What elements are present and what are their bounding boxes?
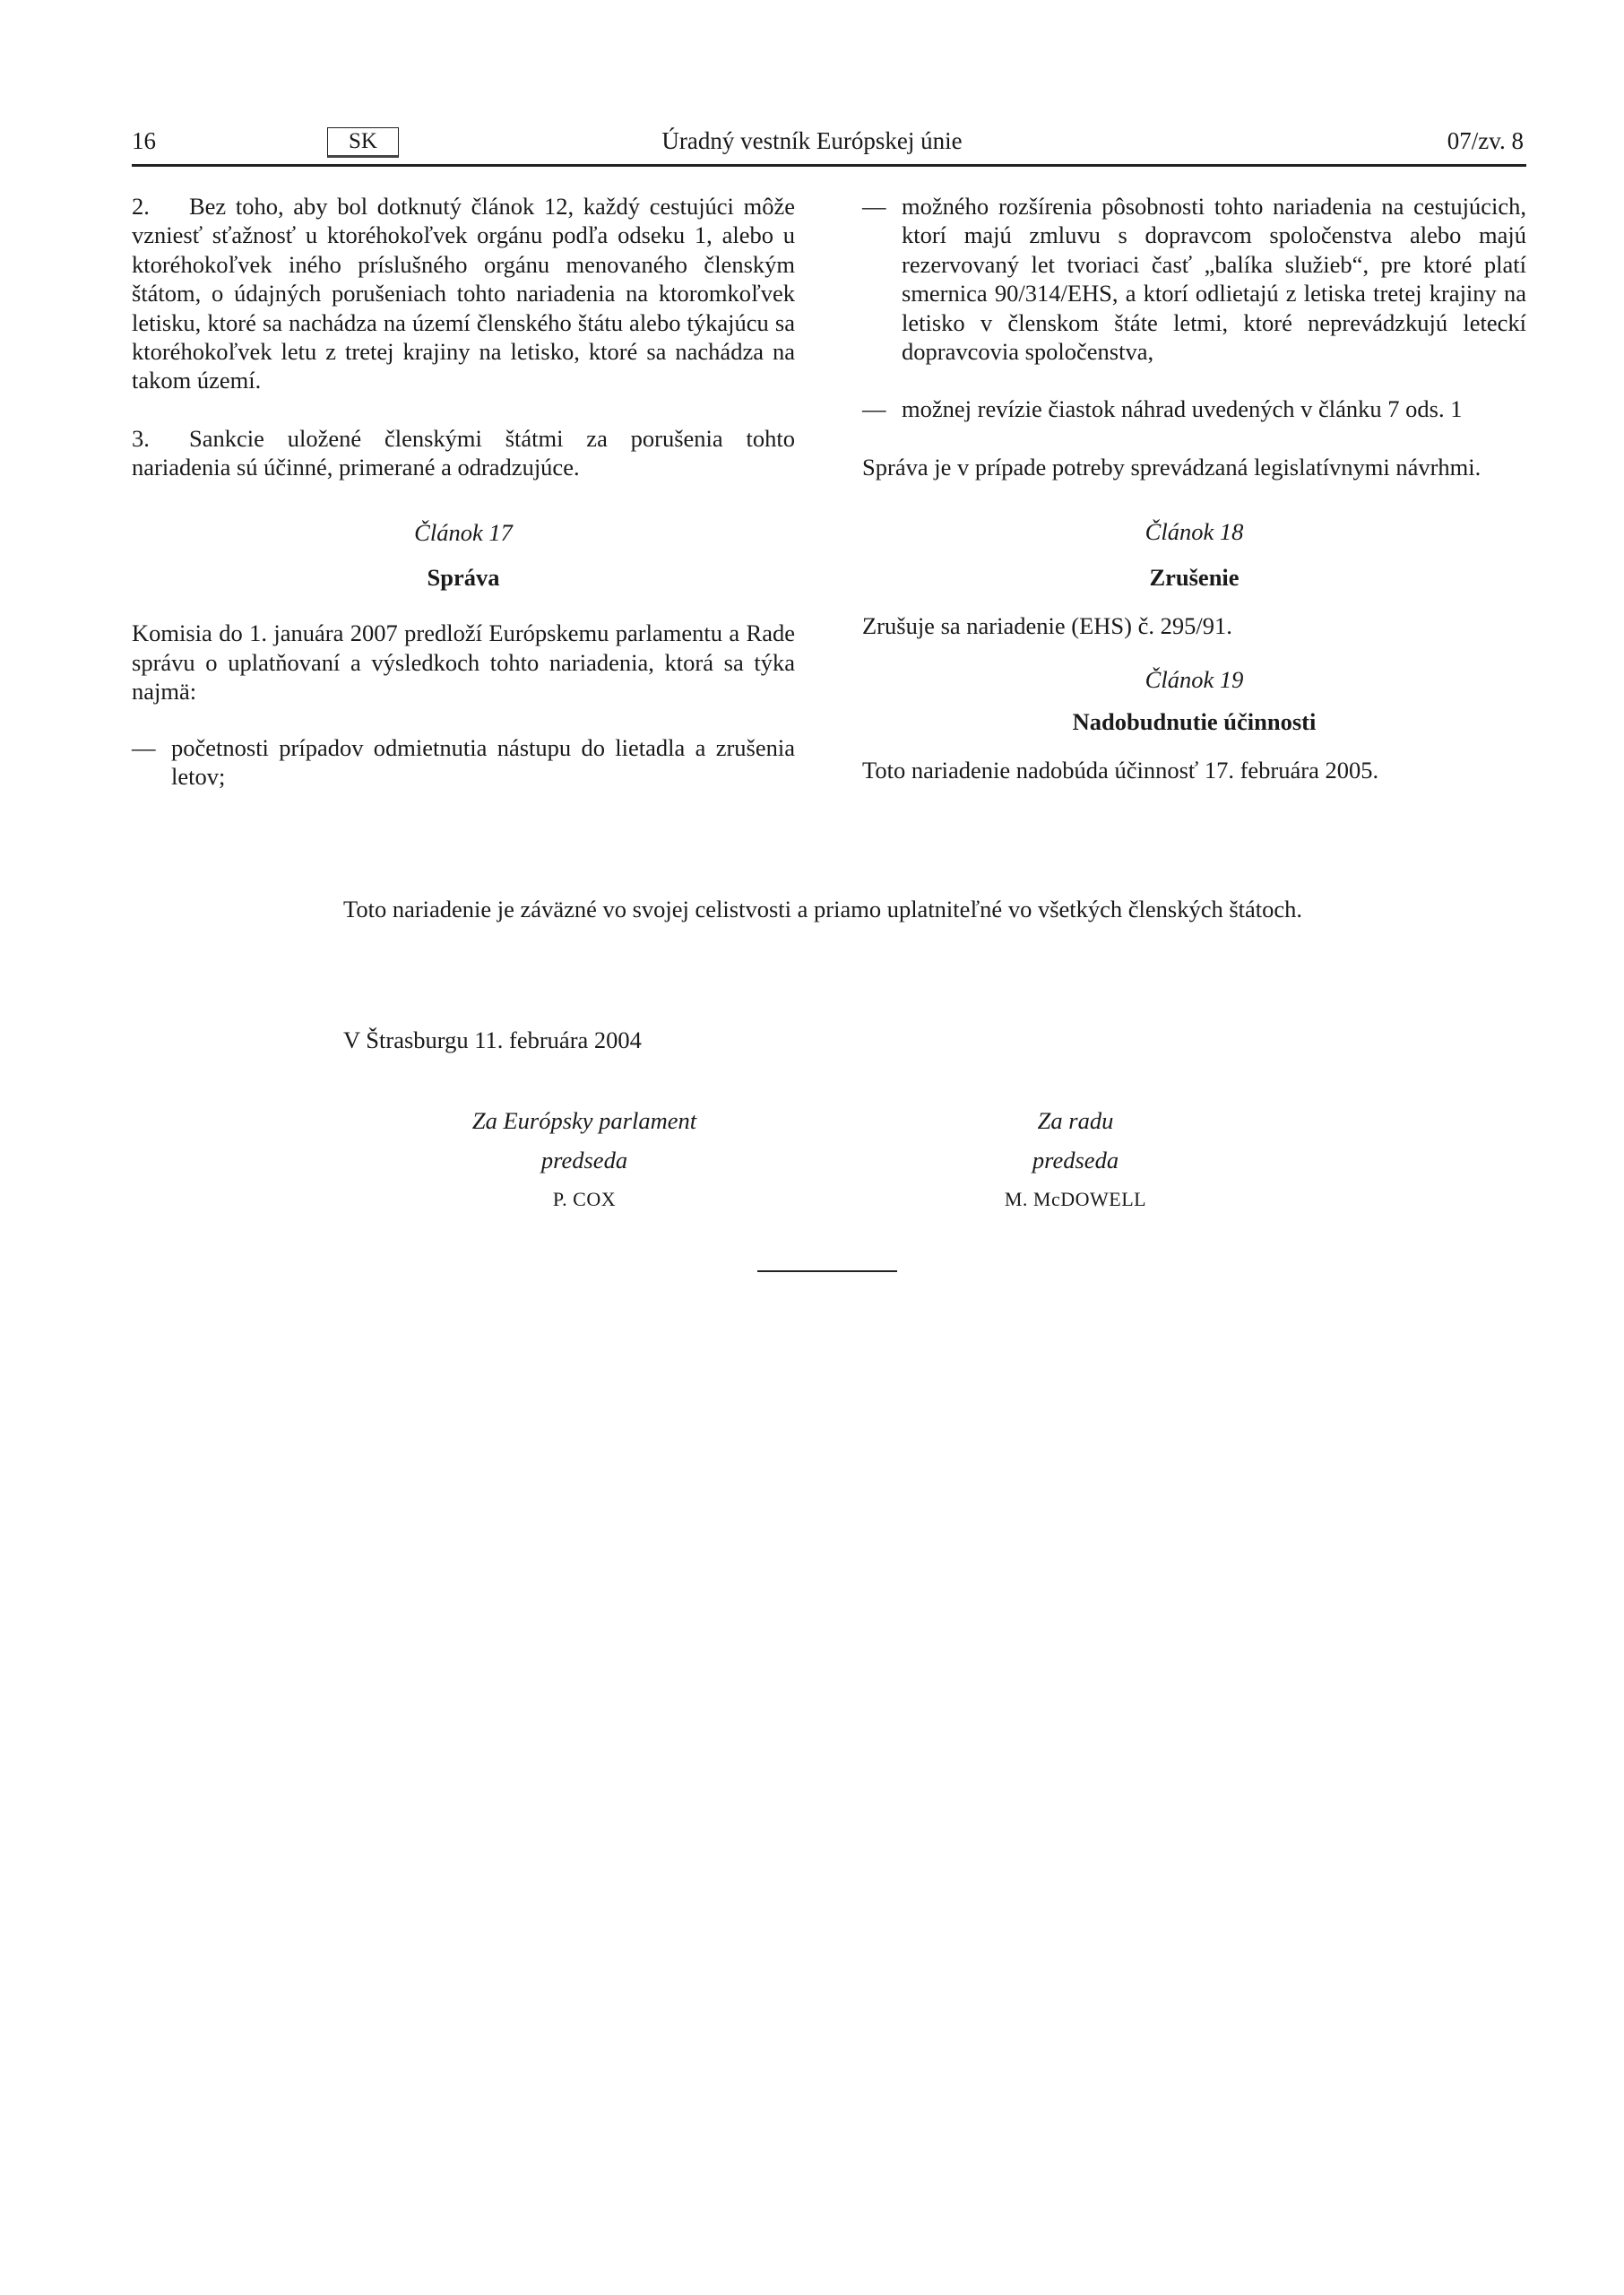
issue-number: 07/zv. 8 (1447, 127, 1524, 154)
list-item (132, 733, 795, 792)
dash-bullet: — (862, 395, 886, 423)
signature-block-council (896, 1101, 1255, 1219)
left-column (132, 192, 795, 792)
article-17-closing: Správa je v prípade potreby sprevádzaná legislatívnymi návrhmi. (862, 453, 1481, 481)
binding-statement: Toto nariadenie je záväzné vo svojej celistvosti a priamo uplatniteľné vo všetkých členských štátoch. (343, 896, 1303, 922)
signature-institution: Za Európsky parlament (471, 1107, 697, 1134)
end-divider (757, 1270, 897, 1272)
signature-role: predseda (1032, 1147, 1119, 1173)
list-item (862, 394, 1526, 423)
signature-role: predseda (540, 1147, 628, 1173)
paragraph-2 (132, 192, 795, 395)
header-divider (132, 164, 1526, 167)
paragraph-text: Sankcie uložené členskými štátmi za porušenia tohto nariadenia sú účinné, primerané a odradzujúce. (132, 424, 795, 481)
list-item-text: možnej revízie čiastok náhrad uvedených v článku 7 ods. 1 (902, 395, 1463, 423)
place-and-date: V Štrasburgu 11. februára 2004 (343, 1026, 642, 1053)
article-17-intro: Komisia do 1. januára 2007 predloží Európskemu parlamentu a Rade správu o uplatňovaní a výsledkoch tohto nariadenia, ktorá sa týka najmä: (132, 619, 795, 706)
article-17-title: Správa (427, 564, 500, 592)
article-19-text: Toto nariadenie nadobúda účinnosť 17. februára 2005. (862, 757, 1379, 784)
paragraph-number: 2. (132, 193, 150, 220)
list-item-text: početnosti prípadov odmietnutia nástupu do lietadla a zrušenia letov; (171, 733, 795, 791)
article-18-text: Zrušuje sa nariadenie (EHS) č. 295/91. (862, 612, 1232, 640)
signature-block-parliament (405, 1101, 764, 1219)
dash-bullet: — (132, 733, 156, 761)
paragraph-text: Bez toho, aby bol dotknutý článok 12, každý cestujúci môže vzniesť sťažnosť u ktoréhokoľvek orgánu podľa odseku 1, alebo u ktoréhokoľvek iného príslušného orgánu menovaného členským štátom, o údajných porušeniach tohto nariadenia na ktoromkoľvek letisku, ktoré sa nachádza na území členského štátu alebo týkajúcu sa ktoréhokoľvek letu z tretej krajiny na letisko, ktoré sa nachádza na takom území. (132, 193, 795, 394)
list-item-text: možného rozšírenia pôsobnosti tohto nariadenia na cestujúcich, ktorí majú zmluvu s dopravcom spoločenstva alebo majú rezervovaný let tvoriaci časť „balíka služieb“, pre ktoré platí smernica 90/314/EHS, a ktorí odlietajú z letiska tretej krajiny na letisko v členskom štáte letmi, ktoré neprevádzkujú leteckí dopravcovia spoločenstva, (902, 193, 1526, 366)
paragraph-number: 3. (132, 424, 150, 452)
article-18-number: Článok 18 (1145, 518, 1244, 546)
article-19-title: Nadobudnutie účinnosti (1072, 707, 1317, 735)
signature-institution: Za radu (1037, 1107, 1114, 1134)
language-badge: SK (327, 127, 399, 158)
article-18-title: Zrušenie (1149, 563, 1240, 591)
journal-title: Úradný vestník Európskej únie (661, 127, 963, 154)
signature-name: P. COX (552, 1188, 617, 1210)
paragraph-3 (132, 424, 795, 482)
article-19-number: Článok 19 (1145, 666, 1244, 694)
article-17-number: Článok 17 (414, 518, 513, 546)
list-item (862, 192, 1526, 366)
page-number: 16 (132, 127, 156, 154)
right-column (862, 192, 1526, 785)
dash-bullet: — (862, 193, 886, 220)
signature-name: M. McDOWELL (1004, 1188, 1147, 1210)
